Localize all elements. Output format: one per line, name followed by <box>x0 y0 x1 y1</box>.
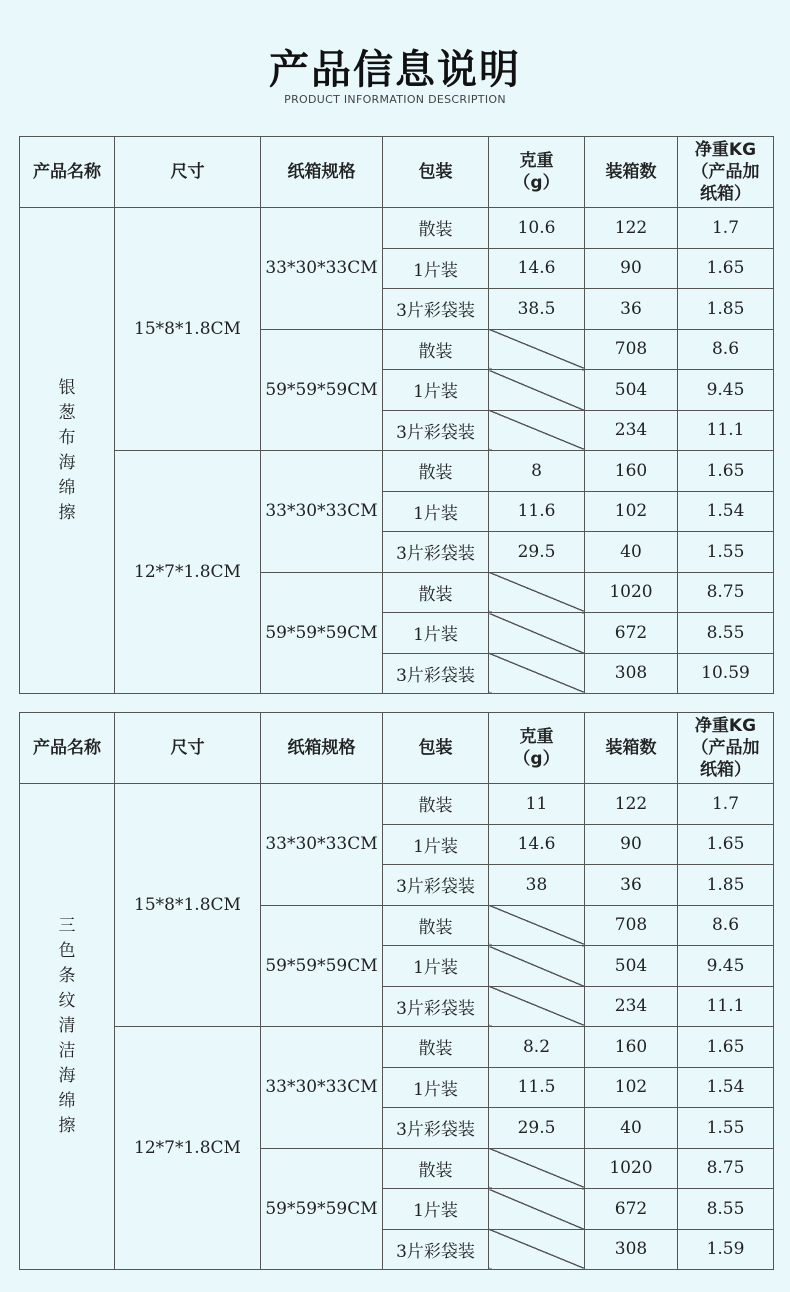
weight-cell <box>489 370 585 411</box>
packing-cell: 3片彩袋装 <box>383 532 489 573</box>
carton-count-cell: 102 <box>585 491 678 532</box>
net-weight-cell: 1.7 <box>678 208 774 249</box>
header-size: 尺寸 <box>115 713 261 784</box>
net-weight-cell: 1.55 <box>678 532 774 573</box>
net-weight-cell: 8.6 <box>678 329 774 370</box>
weight-cell: 11 <box>489 784 585 825</box>
weight-cell: 38 <box>489 865 585 906</box>
carton-count-cell: 308 <box>585 653 678 694</box>
table-row <box>20 208 774 249</box>
carton-count-cell: 234 <box>585 410 678 451</box>
carton-spec-cell: 59*59*59CM <box>261 329 383 451</box>
packing-cell: 1片装 <box>383 248 489 289</box>
carton-spec-cell: 33*30*33CM <box>261 208 383 330</box>
header-line: 净重KG <box>694 140 757 160</box>
packing-cell: 1片装 <box>383 613 489 654</box>
net-weight-cell: 9.45 <box>678 370 774 411</box>
packing-cell: 1片装 <box>383 946 489 987</box>
packing-cell: 散装 <box>383 905 489 946</box>
weight-cell <box>489 1229 585 1270</box>
weight-cell: 14.6 <box>489 248 585 289</box>
packing-cell: 1片装 <box>383 491 489 532</box>
header-product-name: 产品名称 <box>20 713 115 784</box>
net-weight-cell: 9.45 <box>678 946 774 987</box>
net-weight-cell: 1.65 <box>678 1027 774 1068</box>
packing-cell: 1片装 <box>383 370 489 411</box>
carton-count-cell: 160 <box>585 1027 678 1068</box>
net-weight-cell: 1.85 <box>678 289 774 330</box>
carton-count-cell: 36 <box>585 865 678 906</box>
carton-spec-cell: 33*30*33CM <box>261 451 383 573</box>
packing-cell: 3片彩袋装 <box>383 865 489 906</box>
product-name-char: 清 <box>58 1016 76 1036</box>
header-line: 净重KG <box>694 716 757 736</box>
carton-count-cell: 504 <box>585 946 678 987</box>
net-weight-cell: 11.1 <box>678 986 774 1027</box>
packing-cell: 散装 <box>383 1027 489 1068</box>
packing-cell: 散装 <box>383 1148 489 1189</box>
header-line: 纸箱） <box>700 760 751 780</box>
weight-cell: 38.5 <box>489 289 585 330</box>
carton-count-cell: 708 <box>585 329 678 370</box>
carton-count-cell: 122 <box>585 208 678 249</box>
size-cell: 12*7*1.8CM <box>115 1027 261 1270</box>
packing-cell: 散装 <box>383 784 489 825</box>
table-header-row <box>20 713 774 784</box>
packing-cell: 散装 <box>383 208 489 249</box>
net-weight-cell: 8.75 <box>678 572 774 613</box>
packing-cell: 3片彩袋装 <box>383 986 489 1027</box>
weight-cell <box>489 1189 585 1230</box>
net-weight-cell: 10.59 <box>678 653 774 694</box>
product-name-char: 洁 <box>58 1041 76 1061</box>
product-name-char: 擦 <box>58 1116 76 1136</box>
carton-spec-cell: 59*59*59CM <box>261 905 383 1027</box>
packing-cell: 3片彩袋装 <box>383 1108 489 1149</box>
header-line: 克重 <box>519 151 554 171</box>
net-weight-cell: 1.54 <box>678 1067 774 1108</box>
product-name-char: 三 <box>58 916 76 936</box>
net-weight-cell: 1.65 <box>678 824 774 865</box>
size-cell: 15*8*1.8CM <box>115 208 261 451</box>
header-net-weight <box>678 137 774 208</box>
weight-cell: 8.2 <box>489 1027 585 1068</box>
header-net-weight <box>678 713 774 784</box>
product-name-char: 海 <box>58 452 76 473</box>
table-row <box>20 451 774 492</box>
net-weight-cell: 1.59 <box>678 1229 774 1270</box>
net-weight-cell: 1.54 <box>678 491 774 532</box>
carton-spec-cell: 59*59*59CM <box>261 572 383 694</box>
weight-cell <box>489 613 585 654</box>
net-weight-cell: 8.55 <box>678 613 774 654</box>
carton-count-cell: 160 <box>585 451 678 492</box>
packing-cell: 散装 <box>383 572 489 613</box>
net-weight-cell: 1.55 <box>678 1108 774 1149</box>
product-name-char: 色 <box>58 941 76 961</box>
weight-cell: 11.6 <box>489 491 585 532</box>
weight-cell <box>489 946 585 987</box>
carton-count-cell: 504 <box>585 370 678 411</box>
page-subtitle: PRODUCT INFORMATION DESCRIPTION <box>284 93 506 106</box>
product-name-char: 布 <box>58 427 76 448</box>
packing-cell: 1片装 <box>383 1189 489 1230</box>
carton-count-cell: 708 <box>585 905 678 946</box>
carton-spec-cell: 59*59*59CM <box>261 1148 383 1270</box>
weight-cell: 8 <box>489 451 585 492</box>
product-name-char: 绵 <box>58 1091 76 1111</box>
packing-cell: 3片彩袋装 <box>383 410 489 451</box>
table-row <box>20 784 774 825</box>
weight-cell: 14.6 <box>489 824 585 865</box>
header-weight <box>489 713 585 784</box>
header-carton-count: 装箱数 <box>585 713 678 784</box>
product-spec-table <box>19 136 774 694</box>
weight-cell <box>489 653 585 694</box>
packing-cell: 1片装 <box>383 824 489 865</box>
header-line: （产品加 <box>691 738 760 758</box>
header-line: 克重 <box>519 727 554 747</box>
net-weight-cell: 1.65 <box>678 248 774 289</box>
packing-cell: 1片装 <box>383 1067 489 1108</box>
product-name-cell <box>20 784 115 1270</box>
table-header-row <box>20 137 774 208</box>
product-name-cell <box>20 208 115 694</box>
carton-count-cell: 90 <box>585 248 678 289</box>
carton-count-cell: 90 <box>585 824 678 865</box>
weight-cell <box>489 572 585 613</box>
packing-cell: 3片彩袋装 <box>383 653 489 694</box>
carton-spec-cell: 33*30*33CM <box>261 1027 383 1149</box>
carton-count-cell: 36 <box>585 289 678 330</box>
weight-cell <box>489 329 585 370</box>
weight-cell <box>489 1148 585 1189</box>
header-weight <box>489 137 585 208</box>
carton-spec-cell: 33*30*33CM <box>261 784 383 906</box>
packing-cell: 散装 <box>383 451 489 492</box>
carton-count-cell: 40 <box>585 532 678 573</box>
net-weight-cell: 8.6 <box>678 905 774 946</box>
carton-count-cell: 308 <box>585 1229 678 1270</box>
table-row <box>20 1027 774 1068</box>
header-carton-spec: 纸箱规格 <box>261 713 383 784</box>
header-product-name: 产品名称 <box>20 137 115 208</box>
carton-count-cell: 1020 <box>585 1148 678 1189</box>
product-name-char: 银 <box>58 377 76 398</box>
packing-cell: 散装 <box>383 329 489 370</box>
product-name-char: 条 <box>58 966 76 986</box>
carton-count-cell: 1020 <box>585 572 678 613</box>
header-size: 尺寸 <box>115 137 261 208</box>
product-spec-table <box>19 712 774 1270</box>
product-name-char: 纹 <box>58 991 76 1011</box>
carton-count-cell: 672 <box>585 1189 678 1230</box>
net-weight-cell: 1.7 <box>678 784 774 825</box>
product-name-char: 葱 <box>58 402 76 423</box>
page-title: 产品信息说明 <box>269 47 521 93</box>
carton-count-cell: 102 <box>585 1067 678 1108</box>
size-cell: 15*8*1.8CM <box>115 784 261 1027</box>
carton-count-cell: 40 <box>585 1108 678 1149</box>
net-weight-cell: 1.85 <box>678 865 774 906</box>
header-line: 纸箱） <box>700 184 751 204</box>
header-carton-spec: 纸箱规格 <box>261 137 383 208</box>
packing-cell: 3片彩袋装 <box>383 289 489 330</box>
header-packing: 包装 <box>383 713 489 784</box>
weight-cell: 29.5 <box>489 532 585 573</box>
product-name-char: 擦 <box>58 502 76 523</box>
weight-cell: 11.5 <box>489 1067 585 1108</box>
net-weight-cell: 8.75 <box>678 1148 774 1189</box>
carton-count-cell: 122 <box>585 784 678 825</box>
header-line: （产品加 <box>691 162 760 182</box>
carton-count-cell: 234 <box>585 986 678 1027</box>
weight-cell <box>489 905 585 946</box>
carton-count-cell: 672 <box>585 613 678 654</box>
size-cell: 12*7*1.8CM <box>115 451 261 694</box>
packing-cell: 3片彩袋装 <box>383 1229 489 1270</box>
weight-cell: 10.6 <box>489 208 585 249</box>
header-line: （g） <box>513 173 560 193</box>
weight-cell <box>489 410 585 451</box>
net-weight-cell: 8.55 <box>678 1189 774 1230</box>
product-name-char: 海 <box>58 1066 76 1086</box>
product-name-char: 绵 <box>58 477 76 498</box>
header-carton-count: 装箱数 <box>585 137 678 208</box>
header-line: （g） <box>513 749 560 769</box>
weight-cell <box>489 986 585 1027</box>
header-packing: 包装 <box>383 137 489 208</box>
net-weight-cell: 1.65 <box>678 451 774 492</box>
weight-cell: 29.5 <box>489 1108 585 1149</box>
net-weight-cell: 11.1 <box>678 410 774 451</box>
